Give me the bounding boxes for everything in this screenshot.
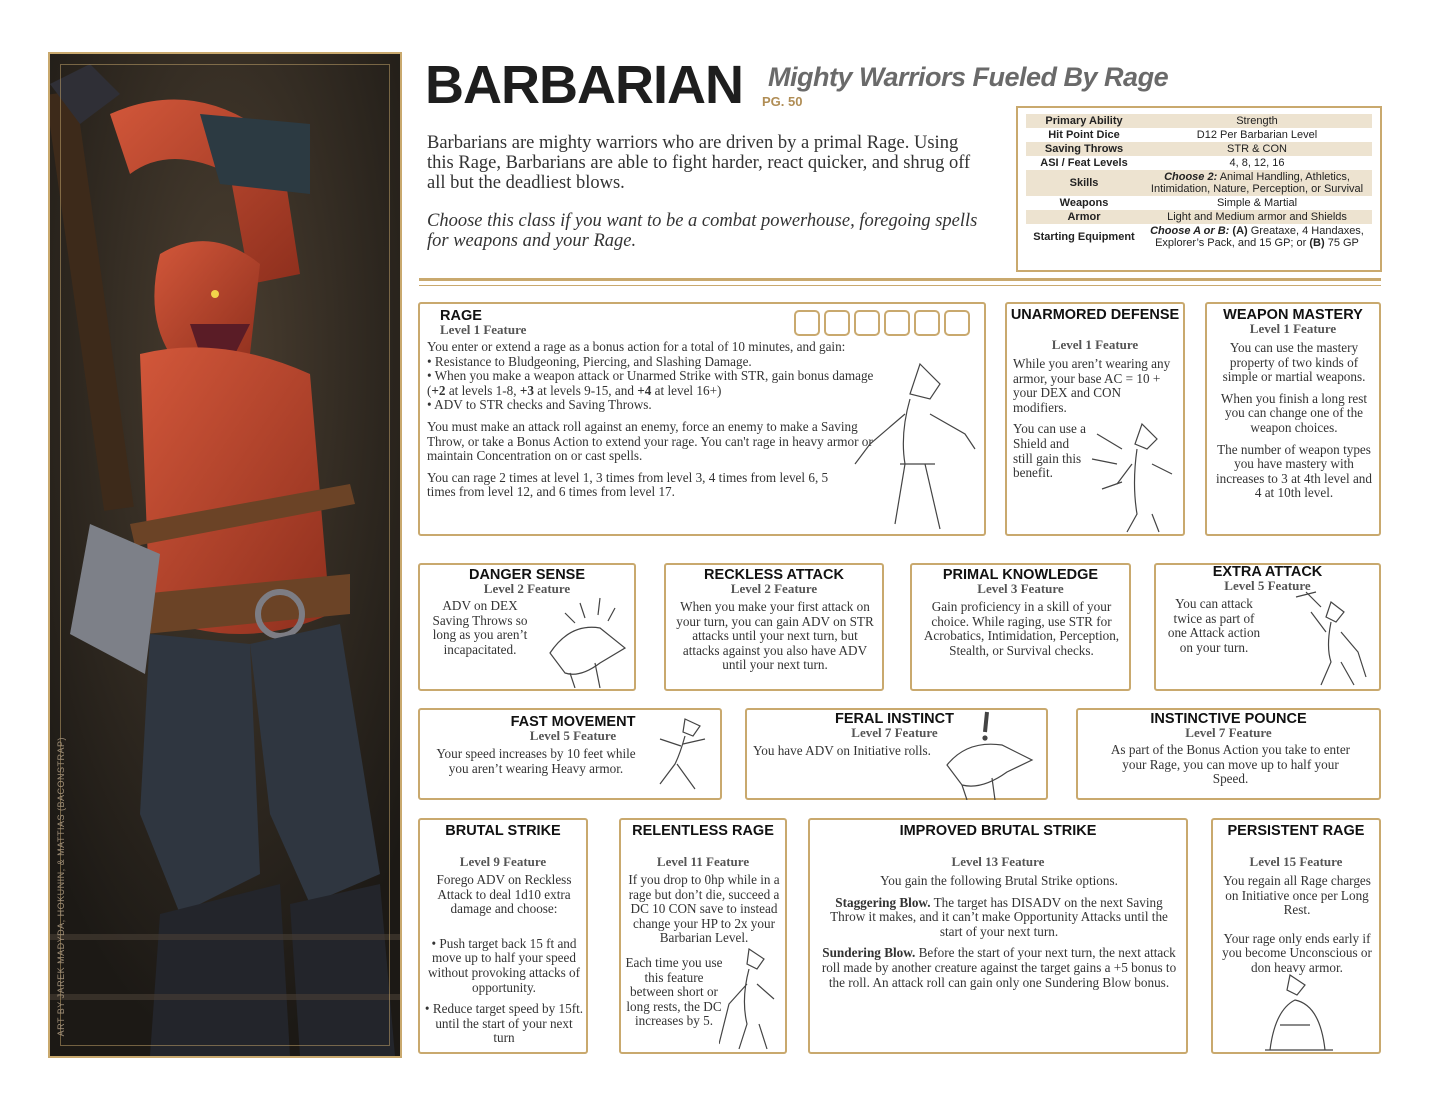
axe-wielding-dragonborn-sketch <box>1286 587 1376 687</box>
page-reference: PG. 50 <box>762 94 803 109</box>
feature-brutal-strike <box>418 818 588 1054</box>
feature-primal-knowledge <box>910 563 1131 691</box>
feature-level: Level 13 Feature <box>951 854 1045 869</box>
feature-level: Level 9 Feature <box>459 854 547 869</box>
page-title: BARBARIAN <box>425 55 743 115</box>
feature-title: UNARMORED DEFENSE <box>1010 307 1180 323</box>
table-row: Armor Light and Medium armor and Shields <box>1026 210 1372 224</box>
feature-text: You have ADV on Initiative rolls. <box>753 743 931 758</box>
feature-level: Level 15 Feature <box>1249 854 1343 869</box>
table-row: Hit Point Dice D12 Per Barbarian Level <box>1048 129 1318 141</box>
feature-text: If you drop to 0hp while in a rage but don’t die, succeed a DC 10 CON save to instead change your HP to 2x your Barbarian Level. <box>628 872 780 946</box>
feature-text: You gain the following Brutal Strike options. Staggering Blow. The target has DISADV on the next Saving Throw it makes, and it can’t make Opportunity Attacks until the start of your next turn. Sundering Blow. Before the start of your next turn, the next attack roll made by another creature against the target gains a +5 bonus to the roll. An attack roll can gain only one Sundering Blow bonus. <box>821 873 1177 990</box>
feature-title: RECKLESS ATTACK <box>704 567 844 583</box>
table-row: ASI / Feat Levels 4, 8, 12, 16 <box>1040 157 1285 169</box>
feature-feral-instinct <box>745 708 1048 800</box>
feature-title: DANGER SENSE <box>468 567 586 583</box>
feature-persistent-rage <box>1211 818 1381 1054</box>
table-row: Skills Choose 2: Animal Handling, Athletics, Intimidation, Nature, Perception, or Survival <box>1026 170 1372 196</box>
feature-title: RAGE <box>440 308 482 324</box>
feature-level: Level 7 Feature <box>1185 725 1272 740</box>
table-row: Primary Ability Strength <box>1026 114 1372 128</box>
table-row: Saving Throws STR & CON <box>1026 142 1372 156</box>
feature-level: Level 3 Feature <box>977 581 1064 596</box>
feature-relentless-rage <box>619 818 787 1054</box>
feature-weapon-mastery <box>1205 302 1381 536</box>
feature-title: FERAL INSTINCT <box>835 711 954 727</box>
feature-extra-attack <box>1154 563 1381 691</box>
shielded-dragonborn-sketch <box>1087 414 1182 534</box>
rage-charge-box[interactable] <box>884 310 910 336</box>
rage-charge-box[interactable] <box>794 310 820 336</box>
feature-title: WEAPON MASTERY <box>1223 307 1363 323</box>
feature-text: You enter or extend a rage as a bonus action for a total of 10 minutes, and gain: • Resistance to Bludgeoning, Piercing, and Slashing Damage. • When you make a weapon attack or Unarmed Strike with STR, gain bonus damage (+2 at levels 1-8, +3 at levels 9-15, and +4 at level 16+) • ADV to STR checks and Saving Throws. You must make an attack roll against an enemy, force an enemy to make a Saving Throw, or take a Bonus Action to extend your rage. You can't rage in heavy armor or maintain Concentration on or cast spells. You can rage 2 times at level 1, 3 times from level 3, 4 times from level 6, 5 times from level 12, and 6 times from level 17. <box>427 339 874 500</box>
raging-dragonborn-sketch <box>850 354 980 534</box>
feature-title: PERSISTENT RAGE <box>1227 823 1365 839</box>
feature-title: PRIMAL KNOWLEDGE <box>942 567 1099 583</box>
feature-level: Level 1 Feature <box>440 322 527 337</box>
feature-title: BRUTAL STRIKE <box>445 823 561 839</box>
class-intro <box>427 133 987 269</box>
rage-charge-box[interactable] <box>914 310 940 336</box>
feature-level: Level 1 Feature <box>1051 337 1139 352</box>
feature-text: You regain all Rage charges on Initiative once per Long Rest. Your rage only ends early if you become Unconscious or don heavy armor. <box>1222 873 1372 975</box>
divider <box>419 285 1381 286</box>
feature-text: Your speed increases by 10 feet while you aren’t wearing Heavy armor. <box>436 746 636 776</box>
table-row: Weapons Simple & Martial <box>1059 197 1298 209</box>
feature-level: Level 2 Feature <box>730 581 818 596</box>
feature-text: While you aren’t wearing any armor, your base AC = 10 + your DEX and CON modifiers. You can use a Shield and still gain this benefit. <box>1013 356 1171 481</box>
feature-level: Level 11 Feature <box>656 854 750 869</box>
resting-dragonborn-sketch <box>1255 970 1340 1052</box>
feature-fast-movement <box>418 708 722 800</box>
table-row: Starting Equipment Choose A or B: (A) Greataxe, 4 Handaxes, Explorer’s Pack, and 15 GP; or (B) 75 GP <box>1033 225 1364 249</box>
rage-charge-trackers <box>794 310 970 336</box>
wounded-dragonborn-sketch <box>719 944 787 1052</box>
feature-rage <box>418 302 986 536</box>
feature-level: Level 5 Feature <box>1224 578 1311 593</box>
feature-text: You can use the mastery property of two kinds of simple or martial weapons. When you finish a long rest you can change one of the weapon choices. The number of weapon types you have mastery with increases to 3 at 4th level and 4 at 10th level. <box>1216 340 1372 501</box>
class-info-table <box>1016 106 1382 272</box>
feature-text: When you make your first attack on your turn, you can gain ADV on STR attacks until your next turn, but attacks against you also have ADV until your next turn. <box>676 599 874 673</box>
feature-unarmored-defense <box>1005 302 1185 536</box>
feature-title: EXTRA ATTACK <box>1212 564 1323 580</box>
divider <box>419 278 1381 281</box>
rage-charge-box[interactable] <box>824 310 850 336</box>
feature-title: IMPROVED BRUTAL STRIKE <box>899 823 1097 839</box>
feature-title: INSTINCTIVE POUNCE <box>1150 711 1307 727</box>
feature-improved-brutal-strike <box>808 818 1188 1054</box>
feature-reckless-attack <box>664 563 884 691</box>
art-credit: ART BY JAREK MADYDA, HOKUNIN, & MATTIAS (BACONSTRAP) <box>56 736 66 1036</box>
feature-level: Level 2 Feature <box>483 581 571 596</box>
page-subtitle: Mighty Warriors Fueled By Rage <box>768 62 1169 92</box>
feature-text: Gain proficiency in a skill of your choice. While raging, use STR for Acrobatics, Intimidation, Perception, Stealth, or Survival checks. <box>923 599 1120 658</box>
feature-title: RELENTLESS RAGE <box>632 823 774 839</box>
feature-level: Level 7 Feature <box>851 725 938 740</box>
feature-text: Forego ADV on Reckless Attack to deal 1d10 extra damage and choose: • Push target back 15 ft and move up to half your speed without provoking attacks of opportunity. • Reduce target speed by 15ft. until the start of your next turn <box>424 872 584 1046</box>
startled-dragon-head-sketch <box>937 710 1042 800</box>
intro-paragraph: Barbarians are mighty warriors who are driven by a primal Rage. Using this Rage, Barbarians are able to fight harder, react quicker, and shrug off all but the deadliest blows. <box>427 133 971 193</box>
feature-instinctive-pounce <box>1076 708 1381 800</box>
running-dragonborn-sketch <box>645 714 720 798</box>
feature-level: Level 5 Feature <box>529 728 617 743</box>
feature-text: ADV on DEX Saving Throws so long as you aren’t incapacitated. <box>432 598 528 657</box>
rage-charge-box[interactable] <box>944 310 970 336</box>
intro-choose-paragraph: Choose this class if you want to be a combat powerhouse, foregoing spells for weapons and your Rage. <box>427 211 978 251</box>
feature-danger-sense <box>418 563 636 691</box>
character-art-panel <box>48 52 402 1058</box>
feature-text: Each time you use this feature between short or long rests, the DC increases by 5. <box>625 955 723 1029</box>
feature-title: FAST MOVEMENT <box>510 714 636 730</box>
feature-level: Level 1 Feature <box>1249 321 1337 336</box>
alert-dragon-head-sketch <box>540 593 635 688</box>
feature-text: You can attack twice as part of one Attack action on your turn. <box>1167 596 1261 655</box>
feature-text: As part of the Bonus Action you take to enter your Rage, you can move up to half your Speed. <box>1110 742 1351 787</box>
rage-charge-box[interactable] <box>854 310 880 336</box>
